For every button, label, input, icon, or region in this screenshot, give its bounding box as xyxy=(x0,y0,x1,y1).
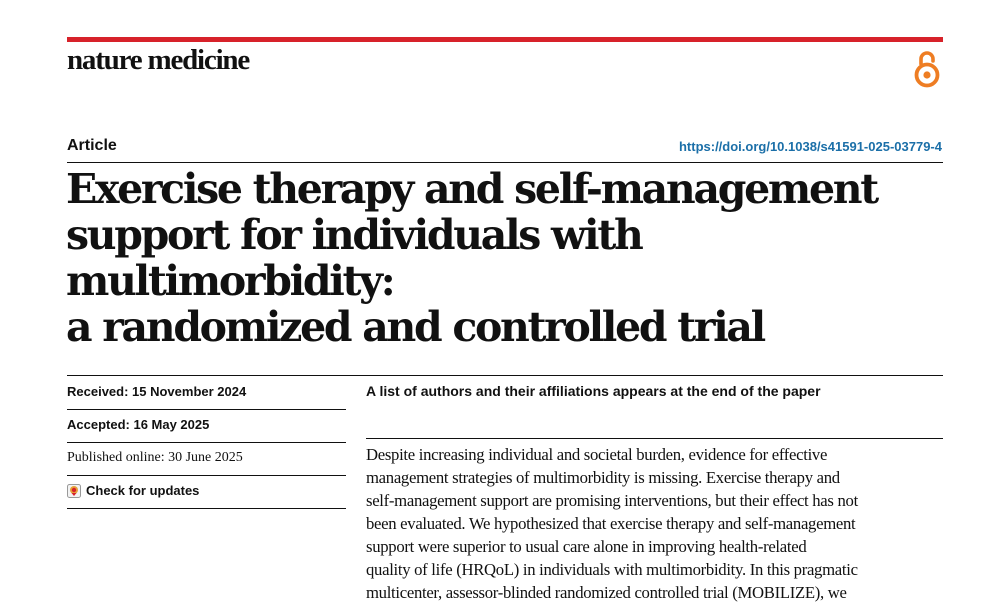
open-access-lock-icon[interactable] xyxy=(913,47,941,89)
abstract-line: self-management support are promising interventions, but their effect has not xyxy=(366,491,858,510)
article-type-label: Article xyxy=(67,137,117,154)
title-line: support for individuals with multimorbidity: xyxy=(66,211,642,305)
abstract-line: Despite increasing individual and societal burden, evidence for effective xyxy=(366,445,828,464)
divider xyxy=(67,475,346,476)
abstract-line: management strategies of multimorbidity is missing. Exercise therapy and xyxy=(366,468,840,487)
divider xyxy=(67,508,346,509)
check-for-updates-button[interactable] xyxy=(67,483,346,498)
check-for-updates-icon xyxy=(67,484,81,498)
received-date: Received: 15 November 2024 xyxy=(67,384,247,399)
authors-affiliation-note: A list of authors and their affiliations appears at the end of the paper xyxy=(366,383,821,399)
abstract xyxy=(366,443,944,604)
abstract-line: been evaluated. We hypothesized that exercise therapy and self-management xyxy=(366,514,856,533)
published-date: Published online: 30 June 2025 xyxy=(67,450,243,465)
divider xyxy=(67,442,346,443)
divider xyxy=(366,438,943,439)
accepted-date: Accepted: 16 May 2025 xyxy=(67,417,210,432)
abstract-line: multicenter, assessor-blinded randomized controlled trial (MOBILIZE), we xyxy=(366,583,847,602)
title-line: Exercise therapy and self-management xyxy=(66,165,877,213)
journal-name: nature medicine xyxy=(67,44,250,76)
title-line: a randomized and controlled trial xyxy=(66,303,764,351)
check-for-updates-label: Check for updates xyxy=(86,483,200,498)
divider xyxy=(67,375,943,376)
divider xyxy=(67,162,943,163)
abstract-line: quality of life (HRQoL) in individuals with multimorbidity. In this pragmatic xyxy=(366,560,858,579)
abstract-line: support were superior to usual care alone in improving health-related xyxy=(366,537,807,556)
doi-link[interactable]: https://doi.org/10.1038/s41591-025-03779-4 xyxy=(678,139,942,154)
divider xyxy=(67,409,346,410)
article-title xyxy=(66,166,966,350)
journal-header-bar xyxy=(67,37,943,42)
